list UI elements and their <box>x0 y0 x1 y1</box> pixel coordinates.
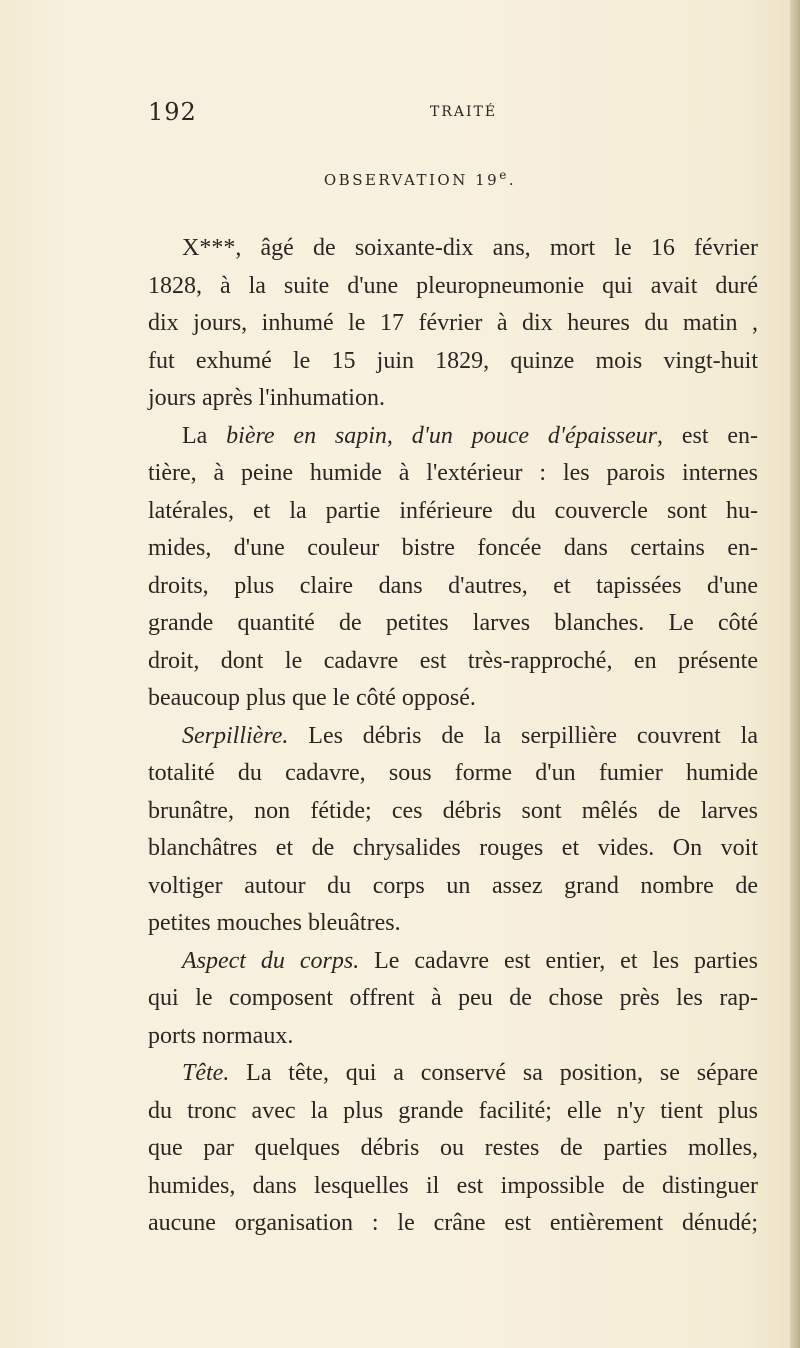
text-line: grande quantité de petites larves blanches. Le côté <box>148 610 758 636</box>
text-line: blanchâtres et de chrysalides rouges et vides. On voit <box>148 835 758 861</box>
text-line-aspect: Aspect du corps. Le cadavre est entier, et les parties <box>182 947 759 974</box>
text-line: qui le composent offrent à peu de chose près les rap- <box>148 985 758 1011</box>
text-line: tière, à peine humide à l'extérieur : les parois internes <box>148 460 758 486</box>
text-line: humides, dans lesquelles il est impossible de distinguer <box>148 1172 758 1199</box>
observation-heading-sup: e <box>499 168 509 182</box>
text-line: jours après l'inhumation. <box>148 385 385 411</box>
text-line: petites mouches bleuâtres. <box>148 910 401 936</box>
running-title: TRAITÉ <box>430 104 498 120</box>
observation-heading: OBSERVATION 19e. <box>323 168 517 189</box>
text-line: aucune organisation : le crâne est entièrement dénudé; <box>148 1210 758 1236</box>
text-line-serpilliere: Serpillière. Les débris de la serpillière couvrent la <box>182 722 758 749</box>
body-text <box>148 230 758 1243</box>
text-line: droits, plus claire dans d'autres, et tapissées d'une <box>148 572 758 599</box>
text-line: que par quelques débris ou restes de parties molles, <box>148 1135 758 1161</box>
observation-heading-text: OBSERVATION 19 <box>323 171 500 189</box>
text-line: beaucoup plus que le côté opposé. <box>148 685 476 711</box>
text-line: X***, âgé de soixante-dix ans, mort le 16 février <box>182 235 758 261</box>
page-number: 192 <box>148 98 197 126</box>
text-line: ports normaux. <box>148 1022 294 1049</box>
text-line: droit, dont le cadavre est très-rapproché, en présente <box>148 647 758 674</box>
text-line: totalité du cadavre, sous forme d'un fumier humide <box>148 760 758 786</box>
italic-biere: bière en sapin <box>226 422 387 449</box>
text-line: brunâtre, non fétide; ces débris sont mêlés de larves <box>148 797 758 824</box>
text-line: voltiger autour du corps un assez grand nombre de <box>148 872 758 899</box>
text-line: dix jours, inhumé le 17 février à dix heures du matin , <box>148 310 758 336</box>
italic-pouce: d'un pouce d'épaisseur <box>411 422 658 449</box>
text-line: 1828, à la suite d'une pleuropneumonie qui avait duré <box>148 272 758 299</box>
page-edge <box>790 0 800 1348</box>
running-head <box>0 98 800 128</box>
text-line: du tronc avec la plus grande facilité; elle n'y tient plus <box>148 1097 758 1124</box>
text-line-tete: Tête. La tête, qui a conservé sa position, se sépare <box>182 1060 758 1086</box>
italic-aspect: Aspect du corps. <box>182 947 360 974</box>
italic-serpilliere: Serpillière. <box>182 722 289 749</box>
text-line: fut exhumé le 15 juin 1829, quinze mois vingt-huit <box>148 347 758 374</box>
text-line: mides, d'une couleur bistre foncée dans certains en- <box>148 535 758 561</box>
text-line: latérales, et la partie inférieure du couvercle sont hu- <box>148 497 758 524</box>
italic-tete: Tête. <box>182 1060 230 1086</box>
text-line-biere: La bière en sapin, d'un pouce d'épaisseur, est en- <box>182 422 758 449</box>
